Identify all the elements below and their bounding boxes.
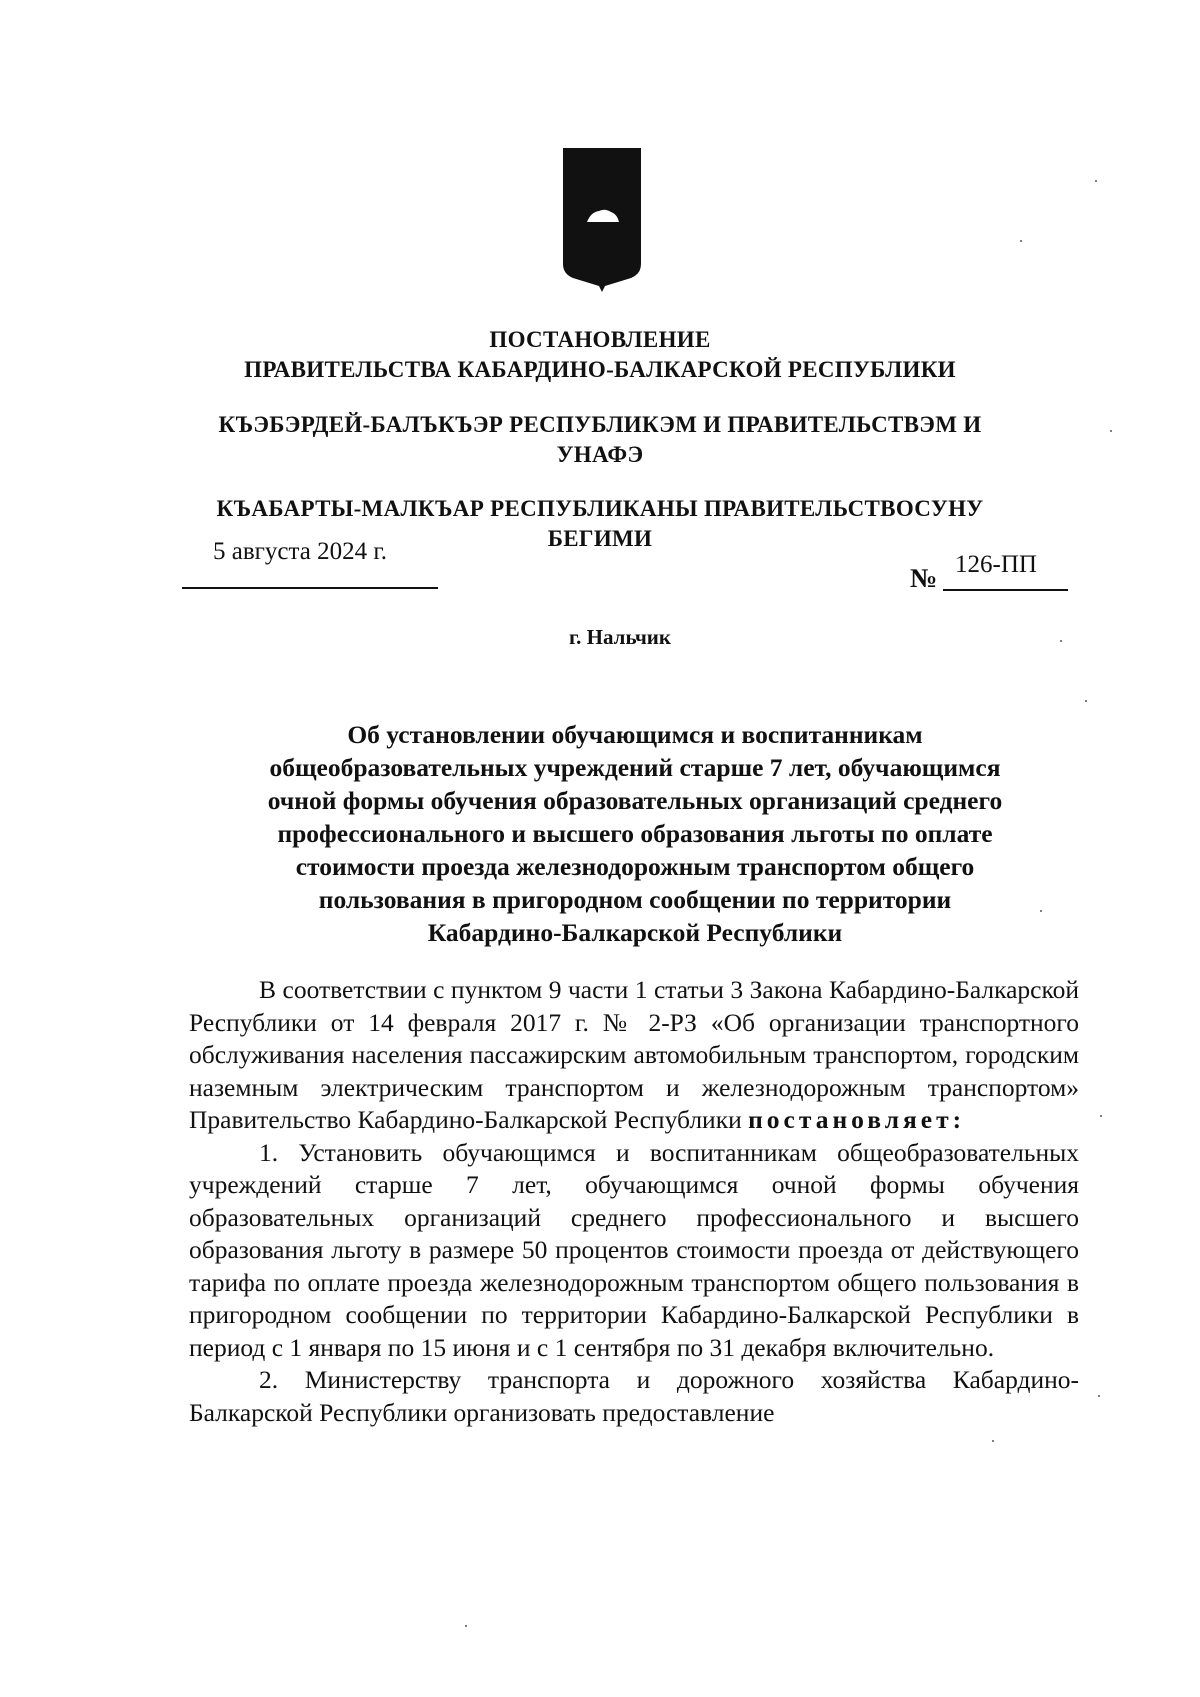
number-underline	[943, 589, 1068, 591]
title-line: профессионального и высшего образования льготы по оплате	[277, 819, 993, 848]
resolves-keyword: постановляет:	[748, 1105, 966, 1134]
balkar-heading-line1: КЪАБАРТЫ-МАЛКЪАР РЕСПУБЛИКАНЫ ПРАВИТЕЛЬСТВОСУНУ	[216, 496, 984, 521]
date-underline	[182, 587, 438, 589]
title-line: пользования в пригородном сообщении по территории	[318, 885, 952, 914]
kabardian-heading-line1: КЪЭБЭРДЕЙ-БАЛЪКЪЭР РЕСПУБЛИКЭМ И ПРАВИТЕЛЬСТВЭМ И	[218, 412, 982, 437]
coat-of-arms-emblem	[561, 146, 643, 292]
preamble-paragraph	[189, 974, 1079, 1137]
title-line: очной формы обучения образовательных организаций среднего	[267, 786, 1003, 815]
balkar-heading-line2: БЕГИМИ	[547, 526, 653, 551]
document-date: 5 августа 2024 г.	[213, 538, 388, 565]
title-line: Кабардино-Балкарской Республики	[427, 918, 843, 947]
city-label: г. Нальчик	[568, 625, 672, 649]
document-title	[200, 718, 1070, 949]
preamble-text: В соответствии с пунктом 9 части 1 статьи 3 Закона Кабардино-Балкарской Республики от 14 февраля 2017 г. № 2-РЗ «Об организации транспортного обслуживания населения пассажирским автомобильным транспортом, городским наземным электрическим транспортом и железнодорожным транспортом» Правительство Кабардино-Балкарской Республики	[189, 975, 1079, 1134]
doc-type-heading: ПОСТАНОВЛЕНИЕ	[489, 327, 711, 352]
title-line: стоимости проезда железнодорожным транспортом общего	[295, 852, 975, 881]
kabardian-heading-line2: УНАФЭ	[556, 442, 644, 467]
document-number: 126-ПП	[955, 551, 1037, 578]
item-1-paragraph: 1. Установить обучающимся и воспитанникам общеобразовательных учреждений старше 7 лет, обучающимся очной формы обучения образовательных организаций среднего профессионального и высшего образования льготу в размере 50 процентов стоимости проезда от действующего тарифа по оплате проезда железнодорожным транспортом общего пользования в пригородном сообщении по территории Кабардино-Балкарской Республики в период с 1 января по 15 июня и с 1 сентября по 31 декабря включительно.	[189, 1137, 1079, 1362]
item-2-paragraph: 2. Министерству транспорта и дорожного хозяйства Кабардино-Балкарской Республики организовать предоставление	[189, 1365, 1079, 1427]
number-sign: №	[910, 563, 938, 593]
document-body	[189, 974, 1079, 1429]
title-line: Об установлении обучающимся и воспитанникам	[347, 720, 923, 749]
title-line: общеобразовательных учреждений старше 7 лет, обучающимся	[269, 753, 1001, 782]
government-heading: ПРАВИТЕЛЬСТВА КАБАРДИНО-БАЛКАРСКОЙ РЕСПУБЛИКИ	[244, 357, 956, 382]
